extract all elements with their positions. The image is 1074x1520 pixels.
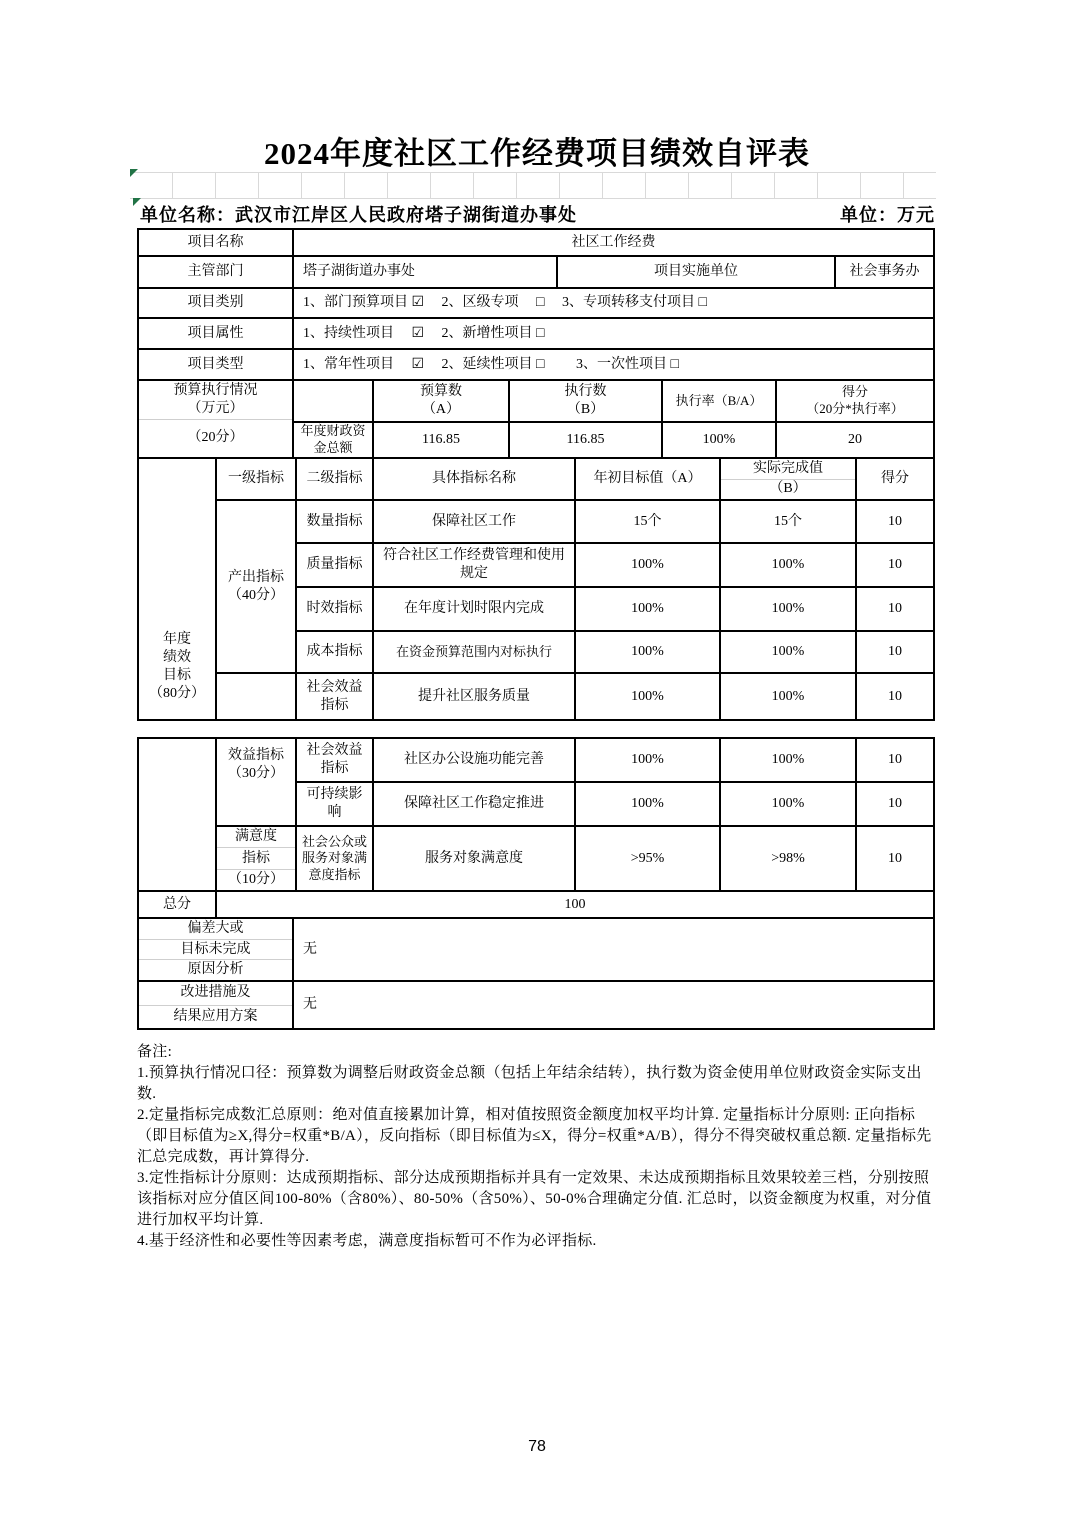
type-label: 项目类型 xyxy=(139,350,292,379)
note-item: 3.定性指标计分原则：达成预期指标、部分达成预期指标并具有一定效果、未达成预期指标且效果较差三档，分别按照该指标对应分值区间100-80%（含80%）、80-50%（含50%）、50-0%合理确定分值. 汇总时，以资金额度为权重，对分值进行加权平均计算. xyxy=(137,1170,932,1228)
budget-table xyxy=(137,379,935,459)
indicator-score: 10 xyxy=(857,674,933,719)
header-level2: 二级指标 xyxy=(297,459,372,499)
attribute-checkboxes: 1、持续性项目 ☑ 2、新增性项目 □ xyxy=(294,319,933,348)
unit-of-measure-text: 单位：万元 xyxy=(840,205,935,225)
header-actual-line2: （B） xyxy=(769,481,807,497)
group-output-label: 产出指标（40分） xyxy=(217,501,295,672)
page-title: 2024年度社区工作经费项目绩效自评表 xyxy=(264,136,810,171)
satisfaction-line2: 指标 xyxy=(217,848,295,869)
indicator-target: 100% xyxy=(576,544,719,586)
indicator-target: 100% xyxy=(576,588,719,630)
page-number: 78 xyxy=(528,1438,546,1455)
indicator-name: 符合社区工作经费管理和使用规定 xyxy=(374,544,574,586)
satisfaction-line3: （10分） xyxy=(228,871,284,887)
impl-unit-value: 社会事务办 xyxy=(836,257,933,287)
indicator-target: 100% xyxy=(576,783,719,825)
dept-label: 主管部门 xyxy=(139,257,292,287)
indicator-actual: 100% xyxy=(721,783,855,825)
budget-label-line2: （万元） xyxy=(187,400,244,416)
indicator-actual: >98% xyxy=(721,827,855,890)
budget-col-b-line2: （B） xyxy=(566,402,605,417)
deviation-value: 无 xyxy=(294,919,933,980)
attribute-label: 项目属性 xyxy=(139,319,292,348)
indicator-target: 100% xyxy=(576,674,719,719)
indicator-l2: 成本指标 xyxy=(297,632,372,672)
annual-goal-continued-cell xyxy=(139,739,215,890)
header-actual-line1: 实际完成值 xyxy=(721,459,855,480)
note-item: 4.基于经济性和必要性等因素考虑，满意度指标暂可不作为必评指标. xyxy=(137,1233,597,1249)
indicator-actual: 100% xyxy=(721,588,855,630)
indicator-actual: 15个 xyxy=(721,501,855,542)
green-corner-marker-icon xyxy=(130,169,138,177)
budget-score-line2: （20分*执行率） xyxy=(806,401,904,416)
budget-value-score: 20 xyxy=(777,423,933,457)
indicator-l2: 社会效益指标 xyxy=(297,739,372,781)
indicator-score: 10 xyxy=(857,827,933,890)
budget-label-line1: 预算执行情况 xyxy=(173,382,258,398)
type-checkboxes: 1、常年性项目 ☑ 2、延续性项目 □ 3、一次性项目 □ xyxy=(294,350,933,379)
indicators-table-b xyxy=(137,737,935,892)
deviation-label xyxy=(139,919,292,980)
unit-name-text: 单位名称：武汉市江岸区人民政府塔子湖街道办事处 xyxy=(140,205,577,225)
budget-score-line1: 得分 xyxy=(841,384,868,400)
header-indicator-name: 具体指标名称 xyxy=(374,459,574,499)
group-satisfaction-label xyxy=(217,827,295,890)
header-score: 得分 xyxy=(857,459,933,499)
note-item: 2.定量指标完成数汇总原则：绝对值直接累加计算，相对值按照资金额度加权平均计算. 定量指标计分原则: 正向指标（即目标值为≥X,得分=权重*B/A），反向指标（即目标值为≤X，得分=权重*A/B），得分不得突破权重总额. 定量指标先汇总完成数，再计算得分. xyxy=(137,1107,932,1165)
header-actual xyxy=(721,459,855,499)
dept-value: 塔子湖街道办事处 xyxy=(294,257,556,287)
budget-section-label xyxy=(139,381,292,457)
annual-goal-label xyxy=(139,459,215,719)
improvement-row xyxy=(137,980,935,1030)
indicator-actual: 100% xyxy=(721,739,855,781)
improvement-label xyxy=(139,982,292,1028)
indicator-actual: 100% xyxy=(721,632,855,672)
note-item: 1.预算执行情况口径：预算数为调整后财政资金总额（包括上年结余结转），执行数为资金使用单位财政资金实际支出数. xyxy=(137,1065,922,1102)
indicator-score: 10 xyxy=(857,739,933,781)
budget-empty-cell xyxy=(294,381,372,421)
indicator-l2: 质量指标 xyxy=(297,544,372,586)
indicator-score: 10 xyxy=(857,632,933,672)
group-empty-cell xyxy=(217,674,295,719)
budget-col-b-line1: 执行数 xyxy=(564,384,607,400)
indicator-name: 服务对象满意度 xyxy=(374,827,574,890)
indicator-name: 提升社区服务质量 xyxy=(374,674,574,719)
budget-col-b-header xyxy=(510,381,661,421)
total-score-row xyxy=(137,890,935,919)
group-benefit-label: 效益指标（30分） xyxy=(217,739,295,825)
indicator-actual: 100% xyxy=(721,674,855,719)
indicator-score: 10 xyxy=(857,501,933,542)
deviation-row xyxy=(137,917,935,982)
total-value: 100 xyxy=(217,892,933,917)
category-label: 项目类别 xyxy=(139,289,292,317)
notes-section xyxy=(137,1042,939,1252)
deviation-label-line3: 原因分析 xyxy=(187,962,244,978)
budget-col-a-line1: 预算数 xyxy=(420,384,462,400)
impl-unit-label: 项目实施单位 xyxy=(558,257,834,287)
indicator-score: 10 xyxy=(857,588,933,630)
header-target: 年初目标值（A） xyxy=(576,459,719,499)
annual-goal-line2: 绩效 xyxy=(163,650,191,666)
indicator-l2: 社会效益指标 xyxy=(297,674,372,719)
indicator-l2: 可持续影响 xyxy=(297,783,372,825)
indicators-table-a xyxy=(137,457,935,721)
deviation-label-line1: 偏差大或 xyxy=(139,919,292,940)
improvement-value: 无 xyxy=(294,982,933,1028)
indicator-actual: 100% xyxy=(721,544,855,586)
indicator-name: 保障社区工作 xyxy=(374,501,574,542)
deviation-label-line2: 目标未完成 xyxy=(139,940,292,961)
indicator-target: 100% xyxy=(576,739,719,781)
indicator-target: >95% xyxy=(576,827,719,890)
indicator-l2: 数量指标 xyxy=(297,501,372,542)
indicator-l2: 时效指标 xyxy=(297,588,372,630)
budget-row-label: 年度财政资金总额 xyxy=(294,423,372,457)
annual-goal-line1: 年度 xyxy=(163,632,191,648)
annual-goal-line3: 目标 xyxy=(163,668,191,684)
indicator-name: 在资金预算范围内对标执行 xyxy=(374,632,574,672)
notes-title: 备注: xyxy=(137,1044,173,1060)
budget-label-line3: （20分） xyxy=(187,430,244,446)
indicator-score: 10 xyxy=(857,544,933,586)
indicator-name: 社区办公设施功能完善 xyxy=(374,739,574,781)
budget-value-a: 116.85 xyxy=(374,423,508,457)
category-checkboxes: 1、部门预算项目 ☑ 2、区级专项 □ 3、专项转移支付项目 □ xyxy=(294,289,933,317)
sheet-gridlines xyxy=(130,172,936,199)
header-level1: 一级指标 xyxy=(217,459,295,499)
budget-value-b: 116.85 xyxy=(510,423,661,457)
indicator-score: 10 xyxy=(857,783,933,825)
improvement-label-line1: 改进措施及 xyxy=(139,982,292,1006)
improvement-label-line2: 结果应用方案 xyxy=(173,1008,258,1024)
annual-goal-line4: （80分） xyxy=(149,686,205,702)
indicator-l2: 社会公众或服务对象满意度指标 xyxy=(297,827,372,890)
satisfaction-line1: 满意度 xyxy=(217,827,295,848)
indicator-target: 15个 xyxy=(576,501,719,542)
project-info-table xyxy=(137,228,935,381)
budget-score-header xyxy=(777,381,933,421)
total-label: 总分 xyxy=(139,892,215,917)
budget-col-a-line2: （A） xyxy=(421,402,461,417)
indicator-target: 100% xyxy=(576,632,719,672)
budget-rate-header: 执行率（B/A） xyxy=(663,381,775,421)
budget-col-a-header xyxy=(374,381,508,421)
indicator-name: 在年度计划时限内完成 xyxy=(374,588,574,630)
project-name-value: 社区工作经费 xyxy=(294,230,933,255)
budget-value-rate: 100% xyxy=(663,423,775,457)
project-name-label: 项目名称 xyxy=(139,230,292,255)
indicator-name: 保障社区工作稳定推进 xyxy=(374,783,574,825)
